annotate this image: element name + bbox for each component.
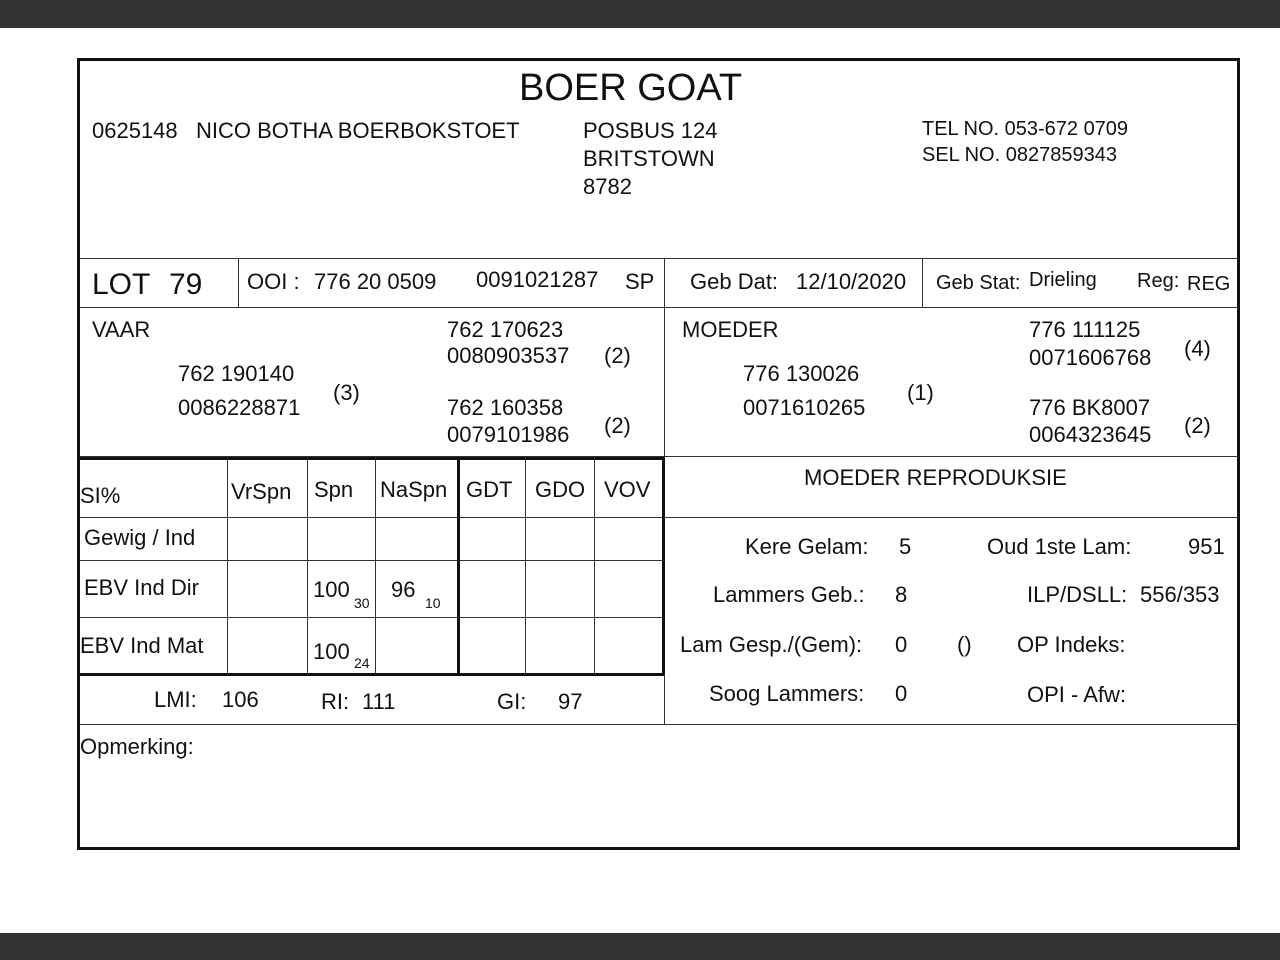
vaar-label: VAAR bbox=[92, 317, 151, 342]
breeder-name: NICO BOTHA BOERBOKSTOET bbox=[196, 118, 520, 143]
vaar-dam-reg: 0079101986 bbox=[447, 422, 570, 447]
moeder-count: (1) bbox=[907, 380, 934, 405]
reg-label: Reg: bbox=[1137, 270, 1180, 292]
opi-afw-label: OPI - Afw: bbox=[1027, 682, 1127, 707]
ebv-mat-spn-sub: 24 bbox=[354, 655, 370, 671]
vaar-sire-reg: 0080903537 bbox=[447, 343, 570, 368]
lammers-geb-value: 8 bbox=[895, 582, 908, 607]
moeder-dam-id: 776 BK8007 bbox=[1029, 395, 1151, 420]
si-header-vov: VOV bbox=[604, 477, 651, 502]
geb-dat-value: 12/10/2020 bbox=[796, 269, 907, 294]
kere-gelam-value: 5 bbox=[899, 534, 912, 559]
si-col-4 bbox=[457, 457, 460, 674]
vaar-dam-id: 762 160358 bbox=[447, 395, 564, 420]
op-indeks-label: OP Indeks: bbox=[1017, 632, 1126, 657]
breeder-id: 0625148 bbox=[92, 118, 178, 143]
opmerking-label: Opmerking: bbox=[80, 734, 194, 759]
si-col-2 bbox=[307, 457, 308, 674]
oud-label: Oud 1ste Lam: bbox=[987, 534, 1132, 559]
kere-gelam-label: Kere Gelam: bbox=[745, 534, 869, 559]
lam-gesp-label: Lam Gesp./(Gem): bbox=[680, 632, 863, 657]
ri-value: 111 bbox=[362, 689, 396, 714]
si-col-3 bbox=[375, 457, 376, 674]
moeder-sire-id: 776 111125 bbox=[1029, 317, 1141, 342]
moeder-sire-reg: 0071606768 bbox=[1029, 345, 1152, 370]
moeder-label: MOEDER bbox=[682, 317, 779, 342]
tel-number: TEL NO. 053-672 0709 bbox=[922, 118, 1129, 140]
sel-number: SEL NO. 0827859343 bbox=[922, 144, 1117, 166]
ilp-value: 556/353 bbox=[1140, 582, 1220, 607]
ebv-dir-naspn: 96 bbox=[391, 577, 416, 602]
address-line-2: BRITSTOWN bbox=[583, 146, 715, 171]
gi-value: 97 bbox=[558, 689, 583, 714]
card-title: BOER GOAT bbox=[519, 67, 743, 109]
geb-dat-label: Geb Dat: bbox=[690, 269, 779, 294]
lot-label: LOT bbox=[92, 268, 151, 301]
si-header-spn: Spn bbox=[314, 477, 354, 502]
ilp-label: ILP/DSLL: bbox=[1027, 582, 1128, 607]
ooi-value: 776 20 0509 bbox=[314, 269, 437, 294]
moeder-sire-count: (4) bbox=[1184, 336, 1211, 361]
divider-si-header bbox=[80, 517, 1237, 518]
lam-gem-value: () bbox=[957, 632, 972, 657]
lmi-label: LMI: bbox=[154, 687, 197, 712]
top-bar bbox=[0, 0, 1280, 28]
vaar-reg: 0086228871 bbox=[178, 395, 301, 420]
si-row-gewig-label: Gewig / Ind bbox=[84, 525, 196, 550]
divider-si-row2 bbox=[80, 617, 664, 618]
gi-label: GI: bbox=[497, 689, 527, 714]
vaar-sire-id: 762 170623 bbox=[447, 317, 564, 342]
si-table-right bbox=[662, 457, 665, 674]
bottom-bar bbox=[0, 933, 1280, 960]
divider-lot-row bbox=[80, 307, 1237, 308]
moeder-id: 776 130026 bbox=[743, 361, 860, 386]
address-line-1: POSBUS 124 bbox=[583, 118, 718, 143]
geb-stat-label: Geb Stat: bbox=[936, 272, 1021, 294]
reproduction-title: MOEDER REPRODUKSIE bbox=[804, 465, 1067, 490]
si-col-5 bbox=[525, 457, 526, 674]
divider-header bbox=[80, 258, 1237, 259]
si-row-ebv-mat-label: EBV Ind Mat bbox=[80, 633, 204, 658]
vaar-count: (3) bbox=[333, 380, 360, 405]
ebv-mat-spn: 100 bbox=[313, 639, 350, 664]
geb-stat-value: Drieling bbox=[1029, 269, 1097, 291]
si-header-vrspn: VrSpn bbox=[231, 479, 292, 504]
soog-label: Soog Lammers: bbox=[709, 681, 865, 706]
lmi-value: 106 bbox=[222, 687, 259, 712]
si-table-top bbox=[80, 457, 664, 460]
card-border-right bbox=[1237, 58, 1240, 850]
ooi-reg-number: 0091021287 bbox=[476, 267, 599, 292]
si-col-6 bbox=[594, 457, 595, 674]
si-col-1 bbox=[227, 457, 228, 674]
ooi-label: OOI : bbox=[247, 269, 300, 294]
moeder-reg: 0071610265 bbox=[743, 395, 866, 420]
si-header-si: SI% bbox=[80, 483, 121, 508]
address-line-3: 8782 bbox=[583, 174, 632, 199]
moeder-dam-count: (2) bbox=[1184, 413, 1211, 438]
divider-opmerking bbox=[80, 724, 1237, 725]
ebv-dir-spn: 100 bbox=[313, 577, 350, 602]
card-border-left bbox=[77, 58, 80, 850]
vaar-dam-count: (2) bbox=[604, 413, 631, 438]
card-border-bottom bbox=[77, 847, 1240, 850]
soog-value: 0 bbox=[895, 681, 908, 706]
divider-lot-ooi bbox=[238, 258, 239, 307]
ri-label: RI: bbox=[321, 689, 350, 714]
lam-gesp-value: 0 bbox=[895, 632, 908, 657]
vaar-id: 762 190140 bbox=[178, 361, 295, 386]
si-header-naspn: NaSpn bbox=[380, 477, 448, 502]
reg-value: REG bbox=[1187, 273, 1231, 295]
si-header-gdo: GDO bbox=[535, 477, 586, 502]
divider-gebdat-gebstat bbox=[922, 258, 923, 307]
moeder-dam-reg: 0064323645 bbox=[1029, 422, 1152, 447]
vaar-sire-count: (2) bbox=[604, 343, 631, 368]
sp-label: SP bbox=[625, 269, 655, 294]
oud-value: 951 bbox=[1188, 534, 1225, 559]
si-table-bottom bbox=[80, 673, 665, 676]
ebv-dir-spn-sub: 30 bbox=[354, 595, 370, 611]
lot-number: 79 bbox=[169, 268, 203, 301]
si-row-ebv-dir-label: EBV Ind Dir bbox=[84, 575, 199, 600]
lammers-geb-label: Lammers Geb.: bbox=[713, 582, 865, 607]
si-header-gdt: GDT bbox=[466, 477, 513, 502]
ebv-dir-naspn-sub: 10 bbox=[425, 595, 441, 611]
divider-si-row1 bbox=[80, 560, 664, 561]
card-border-top bbox=[77, 58, 1240, 61]
